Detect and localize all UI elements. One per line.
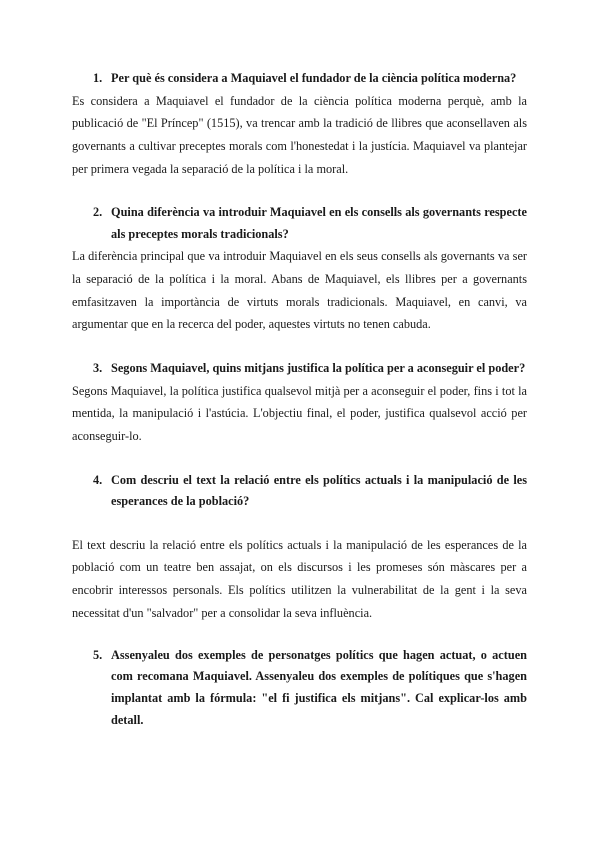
question-block-5 — [72, 645, 527, 732]
answer-text: La diferència principal que va introduir Maquiavel en els seus consells als governants va ser la separació de la política i la moral. Abans de Maquiavel, els llibres per a governants emfasitzaven la importància de virtuts morals tradicionals. Maquiavel, en canvi, va argumentar que en la recerca del poder, aquestes virtuts no tenen cabuda. — [72, 249, 527, 332]
document-page — [72, 68, 527, 732]
question-text: Segons Maquiavel, quins mitjans justifica la política per a aconseguir el poder? — [111, 361, 526, 376]
question-block-4 — [72, 470, 527, 625]
question-block-2 — [72, 202, 527, 336]
question-number: 4. — [93, 472, 103, 487]
question-heading-5 — [72, 645, 527, 732]
question-heading-4 — [72, 470, 527, 513]
question-number: 3. — [93, 361, 103, 376]
question-number: 5. — [93, 647, 103, 662]
question-text: Per què és considera a Maquiavel el fundador de la ciència política moderna? — [111, 71, 517, 85]
question-heading-2 — [72, 202, 527, 245]
answer-text: Segons Maquiavel, la política justifica qualsevol mitjà per a aconseguir el poder, fins i tot la mentida, la manipulació i l'astúcia. L'objectiu final, el poder, justifica qualsevol acció per aconseguir-lo. — [72, 383, 527, 444]
question-text: Com descriu el text la relació entre els polítics actuals i la manipulació de les esperances de la població? — [111, 472, 527, 509]
question-text: Quina diferència va introduir Maquiavel en els consells als governants respecte als preceptes morals tradicionals? — [111, 205, 527, 241]
question-block-1 — [72, 68, 527, 180]
question-text: Assenyaleu dos exemples de personatges polítics que hagen actuat, o actuen com recomana Maquiavel. Assenyaleu dos exemples de polítiques que s'hagen implantat amb la fórmula: "el fi justifica els mitjans". Cal explicar-los amb detall. — [111, 647, 527, 727]
question-heading-3 — [72, 358, 527, 380]
answer-text: Es considera a Maquiavel el fundador de la ciència política moderna perquè, amb la publicació de "El Príncep" (1515), va trencar amb la tradició de llibres que aconsellaven als governants a cultivar preceptes morals com l'honestedat i la justícia. Maquiavel va plantejar per primera vegada la separació de la política i la moral. — [72, 93, 527, 176]
question-heading-1 — [72, 68, 527, 90]
question-number: 1. — [93, 71, 103, 85]
question-block-3 — [72, 358, 527, 448]
question-number: 2. — [93, 205, 103, 220]
answer-text: El text descriu la relació entre els polítics actuals i la manipulació de les esperances de la població com un teatre ben assajat, on els discursos i les promeses són màscares per a encobrir interessos personals. Els polítics utilitzen la vulnerabilitat de la gent i la seva necessitat d'un "salvador" per a consolidar la seva influència. — [72, 537, 527, 620]
